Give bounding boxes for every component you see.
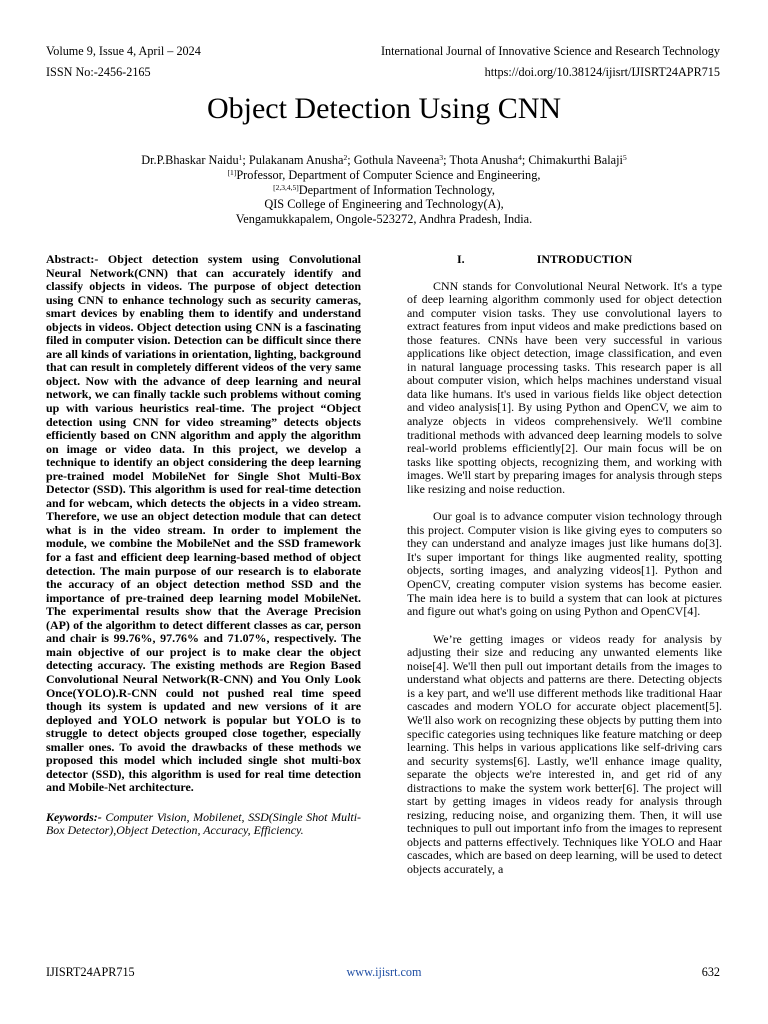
affiliation-2 xyxy=(0,183,768,198)
keywords-label: Keywords:- xyxy=(46,809,102,824)
affiliation-sup: [1] xyxy=(227,167,237,177)
affiliation-1 xyxy=(0,168,768,183)
author-name: Dr.P.Bhaskar Naidu xyxy=(141,153,239,167)
section-title: INTRODUCTION xyxy=(536,252,633,266)
author-sup: 4 xyxy=(518,153,522,162)
author-sup: 1 xyxy=(238,153,243,162)
journal-name: International Journal of Innovative Science and Research Technology xyxy=(380,44,720,58)
author-name: Pulakanam Anusha xyxy=(248,153,344,167)
volume-info: Volume 9, Issue 4, April – 2024 xyxy=(46,44,201,58)
author-sup: 3 xyxy=(439,153,444,162)
right-column xyxy=(407,253,722,891)
author-block xyxy=(0,153,768,227)
college-address: Vengamukkapalem, Ongole-523272, Andhra Pradesh, India. xyxy=(235,212,533,227)
author-sep: ; xyxy=(347,153,354,167)
paper-title: Object Detection Using CNN xyxy=(206,92,562,125)
college-name: QIS College of Engineering and Technology(A), xyxy=(264,197,504,212)
author-sup: 2 xyxy=(343,153,348,162)
doi-link[interactable]: https://doi.org/10.38124/ijisrt/IJISRT24APR715 xyxy=(484,65,720,79)
author-name: Gothula Naveena xyxy=(353,153,440,167)
left-column xyxy=(46,253,361,838)
keywords xyxy=(46,811,361,838)
author-sup: 5 xyxy=(622,153,627,162)
affiliation-text: Department of Information Technology, xyxy=(298,182,495,197)
affiliation-sup: [2,3,4,5] xyxy=(273,182,299,192)
abstract: Abstract:- Object detection system using Convolutional Neural Network(CNN) that can accurately identify and classify objects in videos. The purpose of object detection using CNN to enhance technology such as security cameras, smart devices by enabling them to identify and understand objects in videos. Object detection using CNN is a fascinating filed in computer vision. Detection can be difficult since there are all kinds of variations in orientation, lighting, background that can result in completely different videos of the very same object. Now with the advance of deep learning and neural network, we can finally tackle such problems without coming up with various heuristics real-time. The project “Object detection using CNN for video streaming” detects objects efficiently based on CNN algorithm and apply the algorithm on image or video data. In this project, we develop a technique to identify an object considering the deep learning pre-trained model MobileNet for Single Shot Multi-Box Detector (SSD). This algorithm is used for real-time detection and for webcam, which detects the objects in a video stream. Therefore, we use an object detection module that can detect what is in the video stream. In order to implement the module, we combine the MobileNet and the SSD framework for a fast and efficient deep learning-based method of object detection. The main purpose of our research is to elaborate the accuracy of an object detection method SSD and the importance of pre-trained deep learning model MobileNet. The experimental results show that the Average Precision (AP) of the algorithm to detect different classes as car, person and chair is 99.76%, 97.76% and 71.07%, respectively. The main objective of our project is to make clear the object detecting accuracy. The existing methods are Region Based Convolutional Neural Network(R-CNN) and You Only Look Once(YOLO).R-CNN could not pushed real time speed though its system is updated and new versions of it are deployed and YOLO network is popular but YOLO is to struggle to detect objects grouped close together, especially smaller ones. To avoid the drawbacks of these methods we proposed this model which included single shot multi-box detector (SSD), this algorithm is used for real time detection and Mobile-Net architecture. xyxy=(46,252,361,795)
intro-paragraph-1: CNN stands for Convolutional Neural Network. It's a type of deep learning algorithm commonly used for object detection and computer vision tasks. They use convolutional layers to extract features from input videos and make predictions based on those features. CNNs have been very successful in various applications like object detection, image classification, and even in natural language processing tasks. This research paper is all about computer vision, which helps machines understand visual data like humans. It's used in various fields like object detection and video analysis[1]. By using Python and OpenCV, we aim to analyze objects in videos comprehensively. We'll combine traditional methods with advanced deep learning models to solve real-world problems efficiently[2]. Our main focus will be on tasks like spotting objects, recognizing them, and working with images. We'll start by preparing images for analysis through steps like resizing and noise reduction. xyxy=(407,278,722,496)
footer-website-link[interactable]: www.ijisrt.com xyxy=(346,965,422,979)
author-name: Thota Anusha xyxy=(449,153,519,167)
author-sep: ; xyxy=(443,153,450,167)
page-number: 632 xyxy=(701,965,720,979)
author-sep: ; xyxy=(242,153,249,167)
section-heading xyxy=(407,253,722,267)
author-sep: ; xyxy=(521,153,529,167)
intro-paragraph-3: We’re getting images or videos ready for analysis by adjusting their size and reducing any unwanted elements like noise[4]. We'll then pull out important details from the images to understand what objects and patterns are there. Detecting objects is a key part, and we'll use different methods like traditional Haar cascades and modern YOLO for accurate object placement[5]. We'll also work on recognizing these objects by putting them into specific categories using techniques like feature matching or deep learning. This helps in various applications like self-driving cars and security systems[6]. Lastly, we'll enhance image quality, separate the objects we're interested in, and get rid of any distractions to make the system work better[6]. The project will start by getting images in videos ready for analysis through resizing, reducing noise, and organizing them. Then, it will use techniques to pull out important info from the images to represent objects and patterns effectively. Techniques like YOLO and Haar cascades, which are based on deep learning, will be used to detect objects accurately, a xyxy=(407,631,722,876)
author-list xyxy=(0,153,768,168)
affiliation-text: Professor, Department of Computer Science and Engineering, xyxy=(236,167,541,182)
keywords-text: Computer Vision, Mobilenet, SSD(Single Shot Multi-Box Detector),Object Detection, Accuracy, Efficiency. xyxy=(46,809,361,838)
author-name: Chimakurthi Balaji xyxy=(528,153,623,167)
section-number: I. xyxy=(457,252,465,266)
intro-paragraph-2: Our goal is to advance computer vision technology through this project. Computer vision is like giving eyes to computers so they can understand and analyze images just like humans do[3]. It's super important for things like augmented reality, spotting objects, sorting images, and analyzing videos[1]. Python and OpenCV, creating computer vision systems has become easier. The main idea here is to build a system that can look at pictures and figure out what's going on using Python and OpenCV[4]. xyxy=(407,509,722,619)
footer-paper-id: IJISRT24APR715 xyxy=(46,965,135,979)
issn: ISSN No:-2456-2165 xyxy=(46,65,151,79)
